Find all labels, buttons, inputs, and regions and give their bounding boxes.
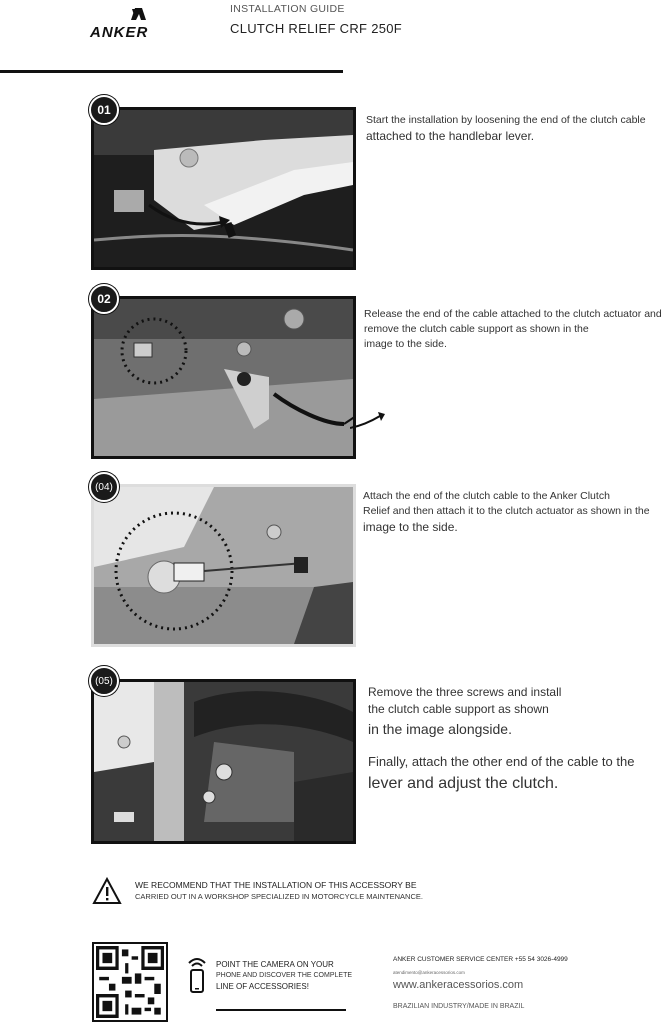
header-divider <box>0 70 343 73</box>
step-5-line-2: the clutch cable support as shown <box>368 702 549 717</box>
step-1-photo <box>91 107 356 270</box>
step-1-text <box>366 113 661 146</box>
step-2-line-3: image to the side. <box>364 338 447 351</box>
step-4-line-3: image to the side. <box>363 520 458 535</box>
step-1-line-2: attached to the handlebar lever. <box>366 129 535 144</box>
made-in-brazil: BRAZILIAN INDUSTRY/MADE IN BRAZIL <box>393 1003 525 1010</box>
qr-text-line-2: PHONE AND DISCOVER THE COMPLETE <box>216 972 353 979</box>
contact-email[interactable]: atendimento@ankeracessorios.com <box>393 970 465 975</box>
warning-line-1: WE RECOMMEND THAT THE INSTALLATION OF THIS ACCESSORY BE <box>135 880 417 890</box>
step-1-line-1: Start the installation by loosening the end of the clutch cable <box>366 114 646 126</box>
qr-text-line-3: LINE OF ACCESSORIES! <box>216 982 309 991</box>
step-4-badge: (04) <box>89 472 119 502</box>
step-2-badge: 02 <box>89 284 119 314</box>
qr-code <box>92 942 168 1022</box>
guide-title: INSTALLATION GUIDE <box>230 3 345 15</box>
step-5-final-line-2: lever and adjust the clutch. <box>368 774 559 792</box>
step-5-final-line-1: Finally, attach the other end of the cable to the <box>368 754 635 770</box>
step-4-line-2: Relief and then attach it to the clutch actuator as shown in the <box>363 505 650 518</box>
step-5-line-1: Remove the three screws and install <box>368 685 562 699</box>
step-5-badge: (05) <box>89 666 119 696</box>
step-4-photo <box>91 484 356 647</box>
phone-scan-icon <box>186 955 208 995</box>
brand-name: ANKER <box>90 24 149 40</box>
step-2-line-2: remove the clutch cable support as shown in the <box>364 323 589 336</box>
anker-logo <box>88 6 188 40</box>
step-2-photo <box>91 296 356 459</box>
step-5-text <box>368 684 664 795</box>
step-1-badge: 01 <box>89 95 119 125</box>
step-2-text <box>364 307 664 353</box>
warning-icon <box>92 877 122 905</box>
step-5-line-3: in the image alongside. <box>368 720 512 737</box>
step-4-text <box>363 489 663 537</box>
product-title: CLUTCH RELIEF CRF 250F <box>230 21 403 36</box>
step-5-photo <box>91 679 356 844</box>
step-4-line-1: Attach the end of the clutch cable to the Anker Clutch <box>363 490 610 502</box>
warning-line-2: CARRIED OUT IN A WORKSHOP SPECIALIZED IN MOTORCYCLE MAINTENANCE. <box>135 892 423 901</box>
website-link[interactable]: www.ankeracessorios.com <box>393 979 524 991</box>
qr-text-line-1: POINT THE CAMERA ON YOUR <box>216 960 334 969</box>
customer-service: ANKER CUSTOMER SERVICE CENTER +55 54 3026-4999 <box>393 956 568 963</box>
footer-divider <box>216 1009 346 1011</box>
step-2-arrow-icon <box>350 410 386 434</box>
step-2-line-1: Release the end of the cable attached to the clutch actuator and <box>364 308 662 320</box>
